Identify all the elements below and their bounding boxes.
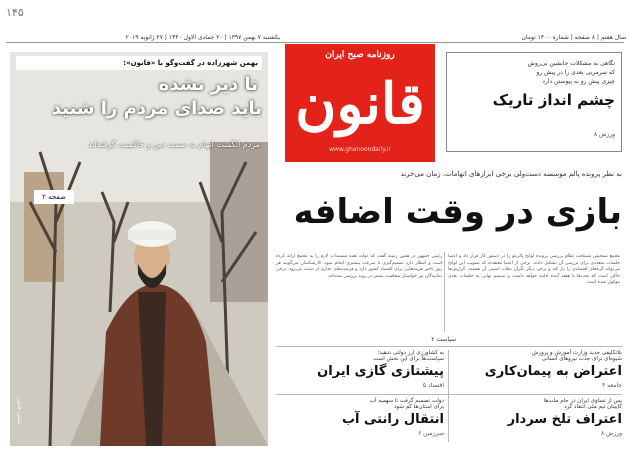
photo-story-headline-line2: باید صدای مردم را شنید xyxy=(51,98,262,119)
teaser-kicker: به کشاورزی ارز دولتی ندهید؛ سیاست‌ها برای این بخش است xyxy=(373,350,444,362)
teaser-title: پیشتازی گازی ایران xyxy=(317,364,444,379)
teaser-card[interactable] xyxy=(278,398,444,442)
top-right-kicker: نگاهی به مشکلات جانشین بی‌روش که سرمربی بعدی را در پیش رو چیزی پیش رو به پیوستن دارد xyxy=(527,60,615,85)
photo-credit: عکس: قانون xyxy=(16,398,22,425)
main-story-kicker: به نظر پرونده پالم موسسه دست‌ولی برخی ابزارهای اتهامات، زمان می‌خرند xyxy=(400,170,622,178)
teaser-page-ref: ورزش ۸ xyxy=(600,430,622,437)
main-story-body-col1: مجمع تشخیص مصلحت نظام بررسی پرونده لوایح پالرمو را در دستور کار قرار داد و اعضا جلسات متعددی برای بررسی آن تشکیل دادند. برخی از اعضا معتقدند که تصویب این لوایح می‌تواند گره‌های اقتصادی را باز کند و برخی دیگر نگران تبعات امنیتی آن هستند. گزارش‌ها حاکی است که بحث‌ها تا هفته آینده ادامه خواهد داشت و تصمیم نهایی به جلسات بعدی موکول شده است. xyxy=(448,254,620,286)
teaser-card[interactable] xyxy=(452,350,622,392)
teaser-page-ref: اقتصاد ۵ xyxy=(422,382,444,389)
top-right-teaser[interactable] xyxy=(446,52,622,152)
teaser-card[interactable] xyxy=(452,398,622,442)
teaser-kicker: بلاتکلیفی جدید وزارت آموزش و پرورش شیوه‌ای برای جذب نیروهای انسانی xyxy=(531,350,622,362)
column-divider xyxy=(444,252,445,332)
teaser-page-ref: جامعه ۴ xyxy=(601,382,622,389)
teaser-title: انتقال رانتی آب xyxy=(341,412,444,427)
photo-story-page-ref[interactable]: صفحه ۲ xyxy=(34,190,74,204)
logo-url: www.ghanoondaily.ir xyxy=(329,146,391,153)
teaser-rule-top xyxy=(276,346,622,347)
top-right-title: چشم انداز تاریک xyxy=(492,91,615,109)
teaser-title: اعتراض به پیمان‌کاری xyxy=(484,364,622,379)
logo-tagline: روزنامه صبح ایران xyxy=(325,50,395,60)
logo-wordmark: قانون xyxy=(295,71,425,137)
teaser-rule-middle xyxy=(276,394,622,395)
teaser-divider xyxy=(448,350,449,442)
teaser-card[interactable] xyxy=(278,350,444,392)
main-story-page-ref: سیاست ۲ xyxy=(431,336,456,343)
masthead-logo xyxy=(285,44,435,162)
page-number: ۱۴۵ xyxy=(6,6,24,19)
main-story-body-col2: رئیس جمهور در همین زمینه گفت که دولت همه مستندات لازم را به مجمع ارائه کرده است و انتظار دارد تصمیم‌گیری با سرعت بیشتری انجام شود. کارشناسان می‌گویند هر روز تاخیر هزینه‌هایی برای اقتصاد کشور دارد و فرصت‌های تجاری از دست می‌رود. برخی نمایندگان نیز خواستار شفافیت بیشتر در روند بررسی شده‌اند. xyxy=(276,254,442,279)
top-right-page-ref: ورزش ۸ xyxy=(593,131,615,138)
main-story-title[interactable]: بازی در وقت اضافه xyxy=(293,192,622,232)
header-rule xyxy=(6,42,624,43)
dateline: یکشنبه ۷ بهمن ۱۳۹۷ | ۲۰ جمادی الاول ۱۴۴۰ | ۲۷ ژانویه ۲۰۱۹ xyxy=(125,34,280,41)
photo-story-subhead: مردم انگشت اتهام به سمت دین و حاکمیت گرفته‌اند xyxy=(88,140,260,149)
teaser-kicker: دولت تصمیم گرفت تا سهمیه آب برای استان‌ها کم شود xyxy=(369,398,444,410)
photo-story-kicker: بهمن شهرزاده در گفت‌وگو با «قانون»: xyxy=(16,56,262,70)
cover-photo-story[interactable] xyxy=(10,52,268,446)
teaser-kicker: پس از تساوی ایران در جام ملت‌ها کاپیتان تیم ملی انتقاد کرد xyxy=(543,398,622,410)
teaser-page-ref: سرزمین ۶ xyxy=(418,430,444,437)
teaser-title: اعتراف تلخ سردار xyxy=(507,412,622,427)
issue-info: سال هفتم | ۸ صفحه | شماره ۱۴۰۰ تومان xyxy=(521,34,626,41)
photo-story-headline-line1: تا دیر نشده xyxy=(158,74,258,95)
